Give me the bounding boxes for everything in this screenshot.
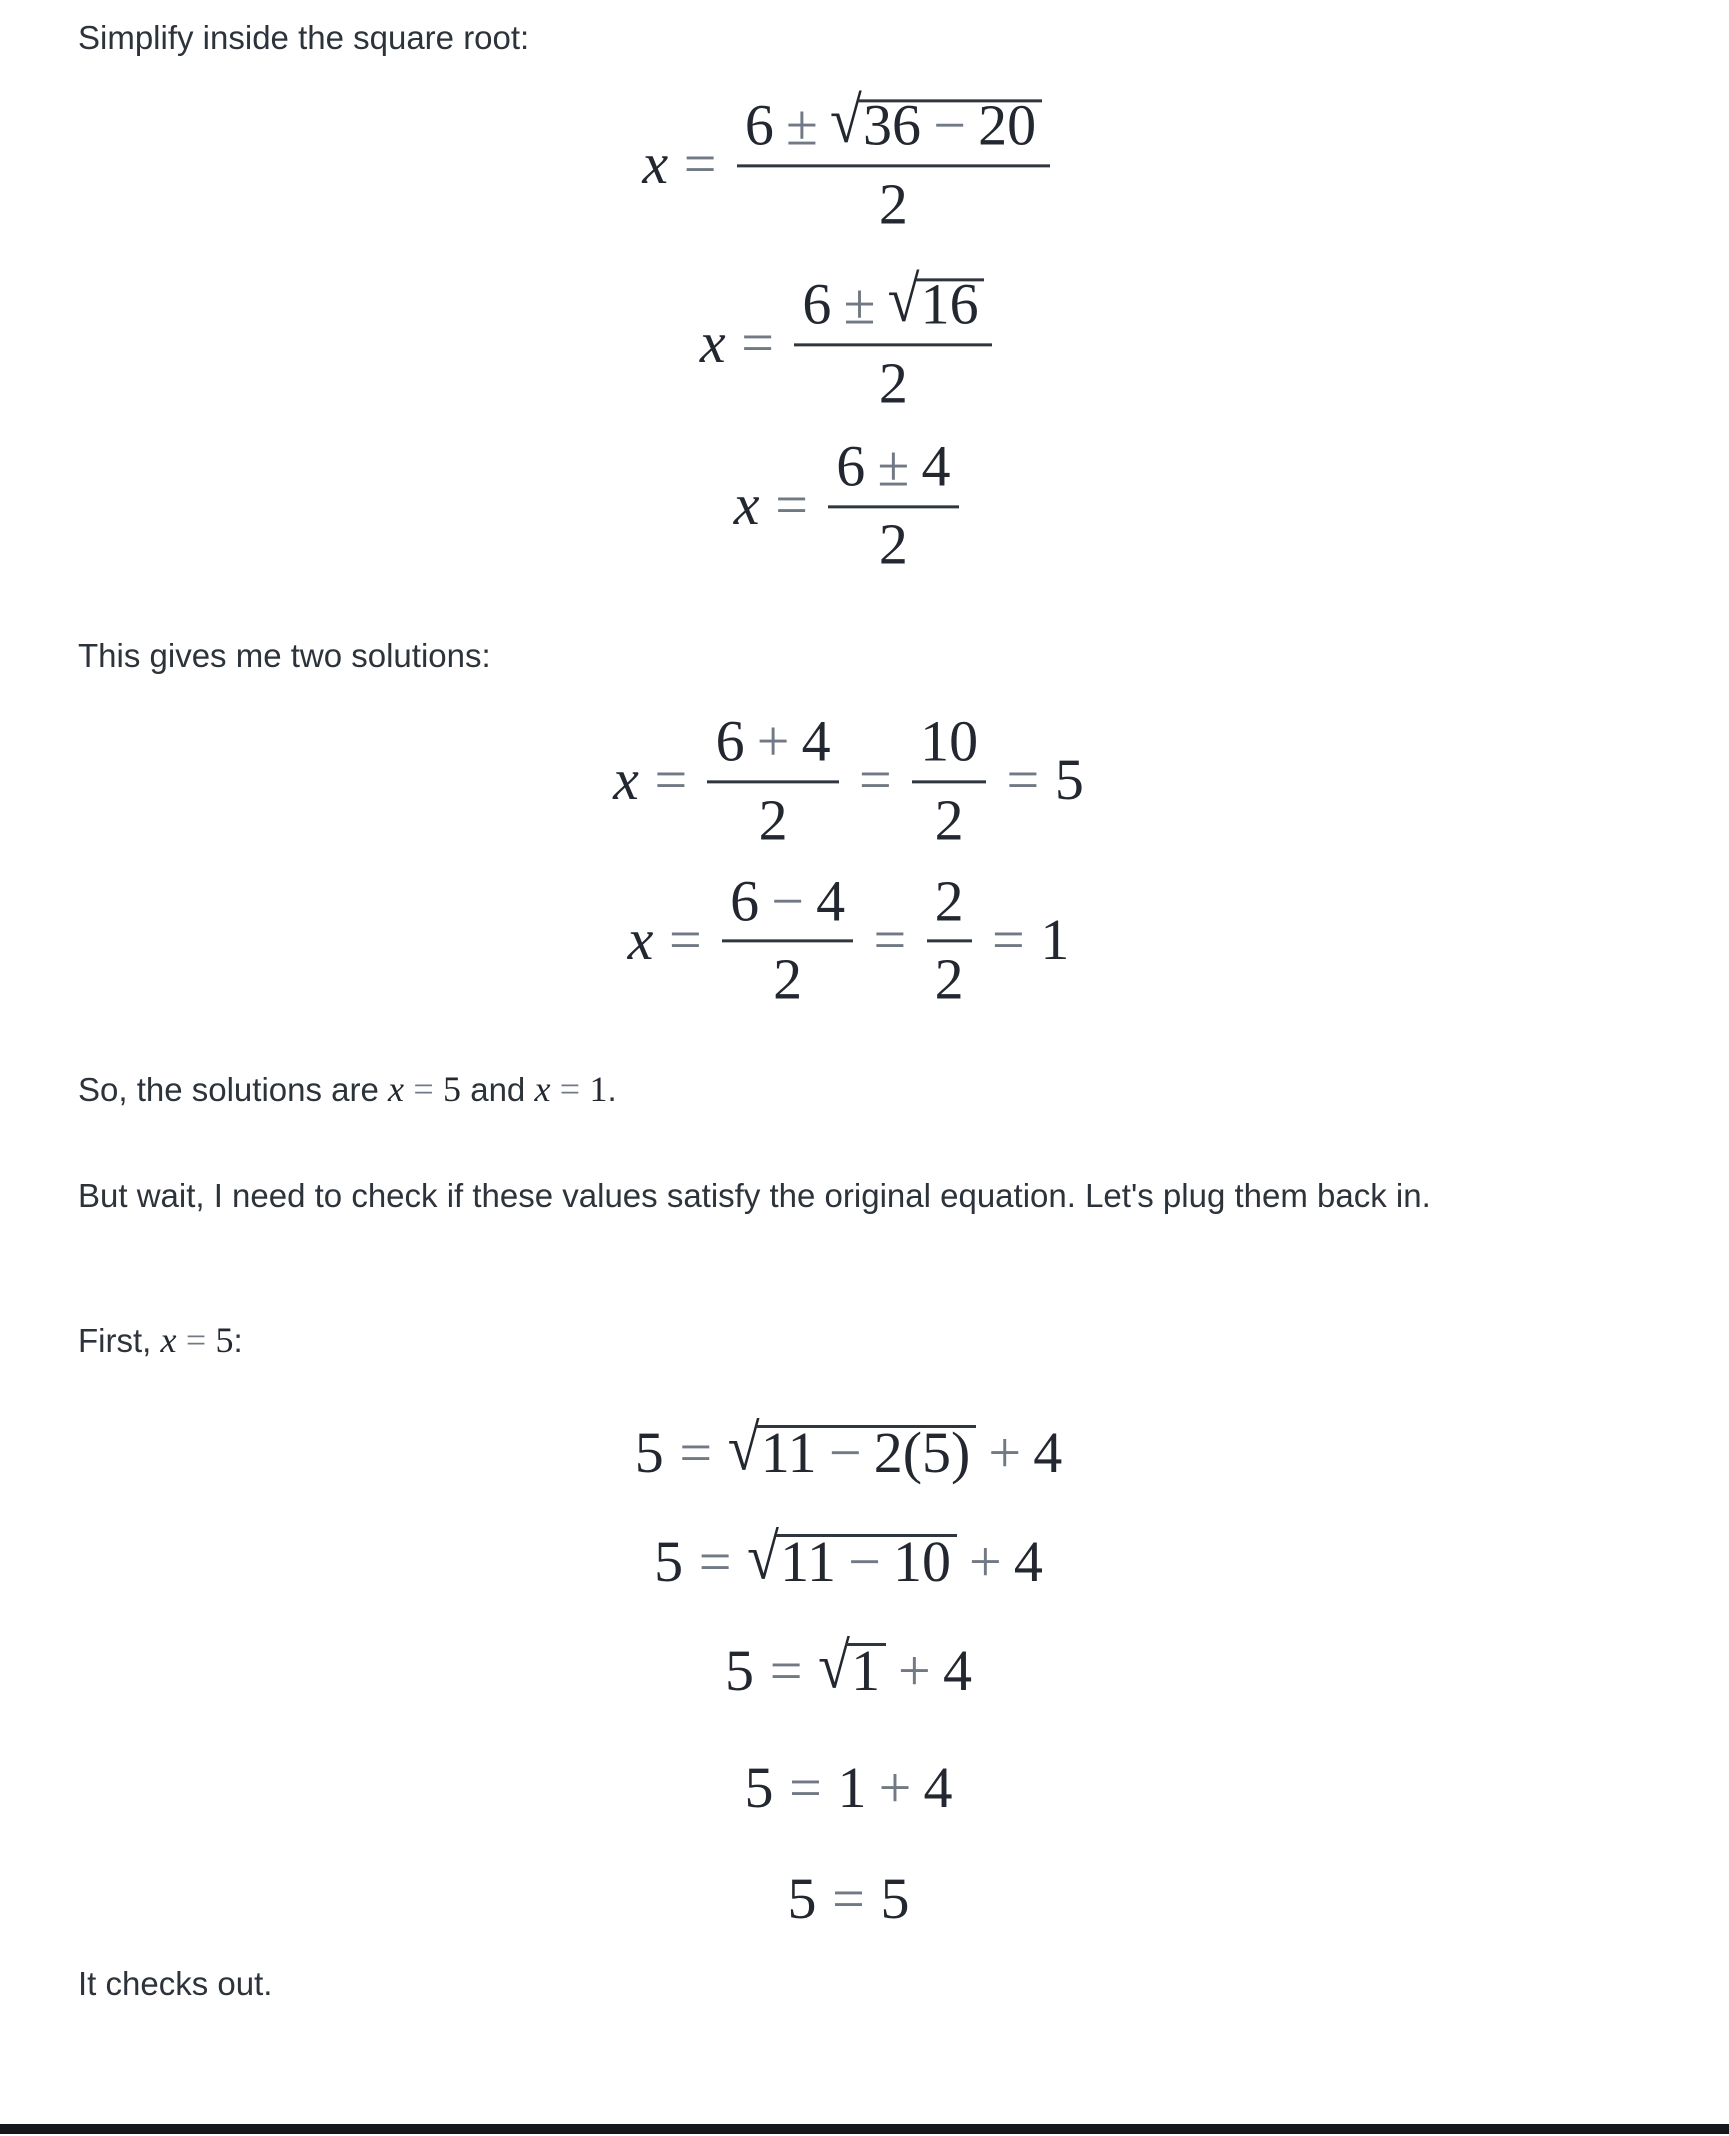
math-variable-x: x (388, 1068, 405, 1109)
equals-sign: = (775, 471, 808, 537)
equation-solution-x-5 (78, 708, 1619, 857)
math-number: 5 (443, 1068, 462, 1109)
math-number: 36 (863, 92, 922, 158)
inline-math-x-equals-5 (161, 1320, 234, 1360)
equals-sign: = (789, 1754, 822, 1820)
paragraph-simplify: Simplify inside the square root: (78, 19, 530, 56)
inline-math-x-equals-5 (388, 1069, 461, 1109)
equation-sqrt-36-minus-20 (78, 83, 1619, 241)
fraction (707, 710, 838, 853)
plus-sign: + (969, 1528, 1002, 1594)
fraction-numerator: 10 (920, 708, 979, 774)
math-number: 1 (837, 1754, 867, 1820)
math-number: 5 (654, 1528, 684, 1594)
math-number: 6 (730, 867, 760, 933)
fraction-numerator (707, 710, 838, 781)
equals-sign: = (1006, 747, 1040, 813)
math-number: 5 (880, 1865, 910, 1931)
equation-check-step-3 (78, 1629, 1619, 1704)
math-variable-x: x (613, 747, 639, 813)
fraction-denominator: 2 (737, 164, 1050, 237)
square-root (818, 1629, 886, 1703)
fraction (794, 263, 992, 416)
minus-sign: − (848, 1528, 881, 1594)
math-number: 1 (851, 1637, 881, 1703)
sentence-text: : (233, 1321, 243, 1359)
paragraph-checks-out: It checks out. (78, 1964, 273, 2002)
math-number: 4 (942, 1637, 972, 1703)
equation-check-step-4 (78, 1754, 1619, 1821)
fraction-numerator (722, 869, 853, 940)
paragraph-solutions (78, 1061, 1619, 1118)
equals-sign: = (185, 1319, 207, 1360)
math-variable-x: x (627, 906, 654, 972)
math-result: 1 (1040, 906, 1070, 972)
fraction-denominator: 2 (707, 780, 838, 853)
minus-sign: − (828, 1419, 862, 1485)
radical-sign-icon: √ (727, 1411, 760, 1484)
equals-sign: = (769, 1637, 803, 1703)
fraction (737, 83, 1050, 236)
equals-sign: = (741, 310, 774, 376)
fraction (912, 710, 986, 853)
math-number: 4 (801, 708, 831, 774)
math-variable-x: x (733, 471, 760, 537)
equals-sign: = (413, 1068, 434, 1109)
radical-sign-icon: √ (887, 263, 920, 337)
radicand (777, 1528, 957, 1595)
plus-sign: + (756, 708, 790, 774)
equals-sign: = (859, 747, 892, 813)
equals-sign: = (654, 747, 688, 813)
math-number: 6 (802, 271, 832, 337)
math-number: 2(5) (873, 1419, 971, 1485)
math-variable-x: x (699, 310, 726, 376)
equals-sign: = (873, 906, 907, 972)
sentence-text: So, the solutions are (78, 1070, 379, 1108)
plus-sign: + (988, 1419, 1022, 1485)
math-number: 6 (715, 708, 745, 774)
fraction-denominator: 2 (794, 344, 992, 417)
plus-minus-sign: ± (843, 271, 876, 337)
math-number: 16 (920, 271, 979, 337)
bottom-window-edge (0, 2124, 1729, 2134)
equation-solution-x-1 (78, 867, 1619, 1017)
math-number: 5 (215, 1319, 234, 1360)
equation-6-plus-minus-4 (78, 433, 1619, 582)
math-number: 4 (1013, 1528, 1043, 1594)
radicand (757, 1419, 976, 1486)
equation-check-step-1 (78, 1411, 1619, 1486)
fraction (828, 434, 958, 577)
sentence-text: . (607, 1070, 617, 1108)
fraction (927, 869, 972, 1012)
radicand (917, 273, 984, 338)
equation-check-step-5 (78, 1865, 1619, 1932)
math-number: 4 (923, 1754, 953, 1820)
plus-minus-sign: ± (877, 433, 910, 499)
equals-sign: = (992, 906, 1025, 972)
math-number: 5 (787, 1865, 817, 1931)
fraction (722, 869, 853, 1012)
equals-sign: = (559, 1068, 581, 1109)
sentence-text: First, (78, 1321, 152, 1359)
radicand (848, 1637, 886, 1704)
math-number: 4 (921, 433, 951, 499)
minus-sign: − (771, 867, 804, 933)
equation-check-step-2 (78, 1520, 1619, 1595)
math-number: 5 (634, 1419, 664, 1485)
fraction-denominator: 2 (912, 780, 986, 853)
plus-minus-sign: ± (786, 92, 818, 158)
equals-sign: = (679, 1419, 713, 1485)
radical-sign-icon: √ (818, 1629, 850, 1702)
equals-sign: = (698, 1528, 732, 1594)
square-root (747, 1520, 957, 1594)
plus-sign: + (898, 1637, 931, 1703)
equals-sign: = (832, 1865, 865, 1931)
math-number: 6 (744, 92, 774, 158)
paragraph-check: But wait, I need to check if these values satisfy the original equation. Let's plug them back in. (78, 1176, 1431, 1214)
math-number: 10 (893, 1528, 952, 1594)
paragraph-two-solutions: This gives me two solutions: (78, 637, 491, 675)
math-number: 5 (744, 1754, 774, 1820)
equals-sign: = (668, 906, 702, 972)
fraction-numerator (794, 263, 992, 344)
fraction-denominator: 2 (722, 940, 853, 1013)
paragraph-first-x-5 (78, 1312, 1619, 1369)
minus-sign: − (933, 92, 966, 158)
fraction-numerator (828, 434, 958, 505)
equation-sqrt-16 (78, 263, 1619, 420)
math-number: 5 (725, 1637, 755, 1703)
math-number: 1 (589, 1068, 608, 1109)
sentence-text: and (470, 1070, 526, 1108)
equals-sign: = (683, 131, 717, 197)
math-number: 4 (1033, 1419, 1063, 1485)
plus-sign: + (878, 1754, 912, 1820)
radical-sign-icon: √ (747, 1520, 779, 1593)
math-number: 4 (816, 867, 846, 933)
math-number: 6 (836, 433, 866, 499)
radicand (860, 93, 1042, 158)
math-number: 11 (780, 1528, 836, 1594)
math-number: 11 (760, 1419, 817, 1485)
math-number: 20 (978, 92, 1037, 158)
square-root (727, 1411, 976, 1485)
fraction-numerator (737, 83, 1050, 164)
square-root (887, 263, 985, 337)
square-root (830, 83, 1042, 158)
fraction-numerator: 2 (934, 867, 964, 933)
math-result: 5 (1054, 747, 1084, 813)
inline-math-x-equals-1 (534, 1069, 607, 1109)
radical-sign-icon: √ (830, 83, 862, 157)
fraction-denominator: 2 (927, 940, 972, 1013)
math-variable-x: x (642, 131, 669, 197)
math-variable-x: x (534, 1068, 551, 1109)
fraction-denominator: 2 (828, 505, 958, 578)
math-variable-x: x (160, 1319, 177, 1360)
